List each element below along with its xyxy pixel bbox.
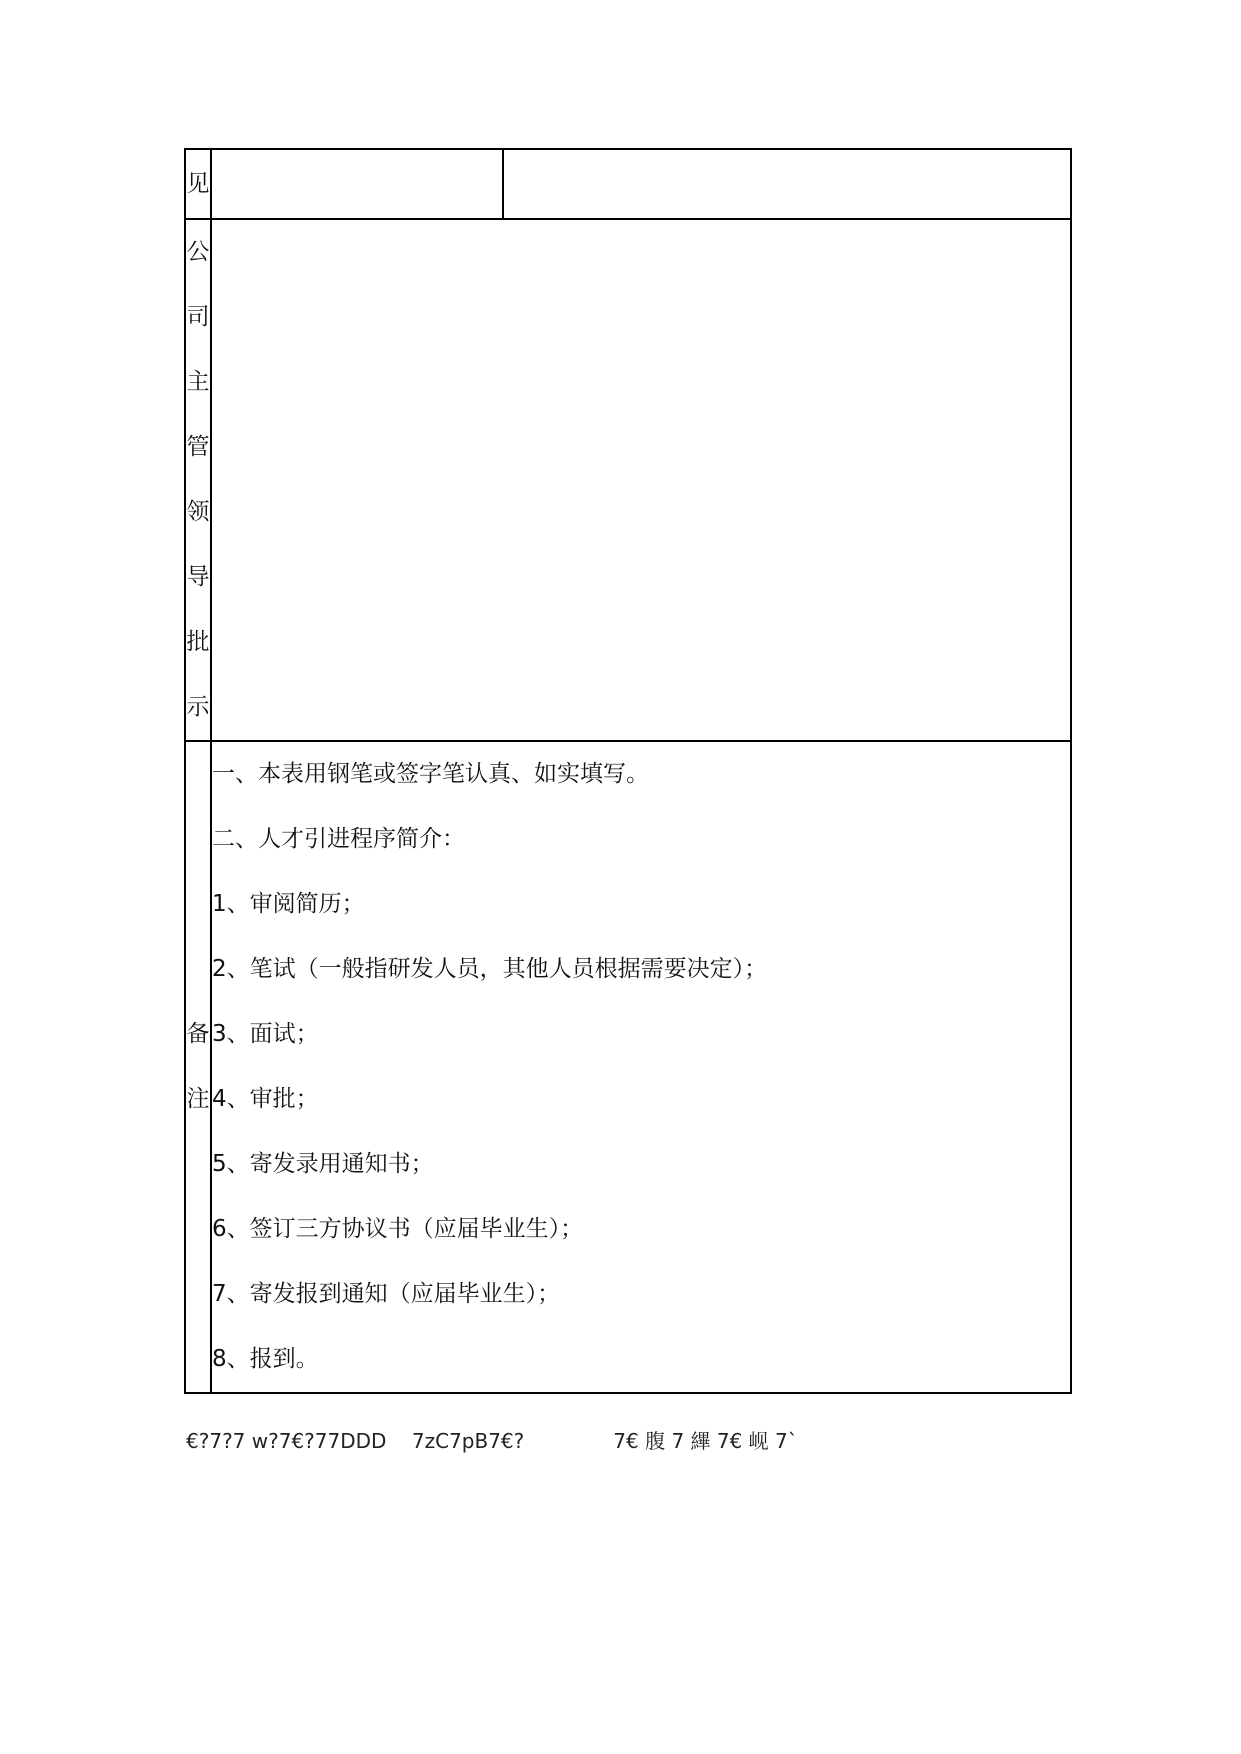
notes-label <box>185 741 211 1393</box>
approval-row <box>185 219 1071 741</box>
notes-label-char: 注 <box>186 1086 210 1112</box>
note-line: 一、本表用钢笔或签字笔认真、如实填写。 <box>212 761 649 787</box>
footer-garbled-text: €?7?7 w?7€?77DDD 7zC7pB7€? 7€ 腹 7 縪 7€ 岘 7` <box>186 1429 798 1453</box>
notes-label-char: 备 <box>186 1021 210 1047</box>
approval-label-char: 导 <box>186 564 210 590</box>
note-line: 6、签订三方协议书（应届毕业生）； <box>212 1216 584 1242</box>
notes-content <box>211 741 1071 1393</box>
form-table <box>184 148 1072 1394</box>
approval-content <box>211 219 1071 741</box>
note-line: 1、审阅简历； <box>212 891 365 917</box>
approval-label <box>185 219 211 741</box>
opinion-label: 见 <box>185 149 211 219</box>
note-line: 5、寄发录用通知书； <box>212 1151 434 1177</box>
note-line: 3、面试； <box>212 1021 319 1047</box>
opinion-cell-right <box>503 149 1071 219</box>
notes-row <box>185 741 1071 1393</box>
approval-label-char: 批 <box>186 629 210 655</box>
note-line: 8、报到。 <box>212 1346 319 1372</box>
note-line: 4、审批； <box>212 1086 319 1112</box>
opinion-cell-left <box>211 149 503 219</box>
note-line: 2、笔试（一般指研发人员，其他人员根据需要决定）； <box>212 956 768 982</box>
opinion-row <box>185 149 1071 219</box>
note-line: 7、寄发报到通知（应届毕业生）； <box>212 1281 561 1307</box>
note-line: 二、人才引进程序简介： <box>212 826 465 852</box>
approval-label-char: 示 <box>186 694 210 720</box>
approval-label-char: 领 <box>186 499 210 525</box>
approval-label-char: 公 <box>186 239 210 265</box>
approval-label-char: 司 <box>186 304 210 330</box>
approval-label-char: 管 <box>186 434 210 460</box>
approval-label-char: 主 <box>186 369 210 395</box>
